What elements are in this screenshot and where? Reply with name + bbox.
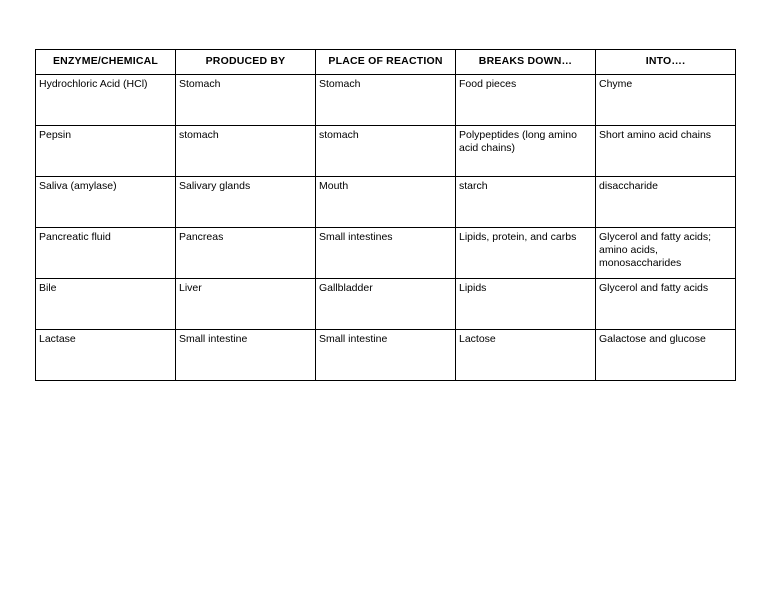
table-row xyxy=(36,228,736,279)
digestive-enzymes-table xyxy=(35,49,736,381)
table-row xyxy=(36,177,736,228)
header-produced-by: PRODUCED BY xyxy=(176,50,316,75)
cell-enzyme: Saliva (amylase) xyxy=(36,177,176,228)
table-header-row xyxy=(36,50,736,75)
cell-breaks-down: Polypeptides (long amino acid chains) xyxy=(456,126,596,177)
cell-breaks-down: Lactose xyxy=(456,330,596,381)
cell-enzyme: Bile xyxy=(36,279,176,330)
table-row xyxy=(36,330,736,381)
header-into: INTO…. xyxy=(596,50,736,75)
cell-place-of-reaction: Gallbladder xyxy=(316,279,456,330)
cell-produced-by: Pancreas xyxy=(176,228,316,279)
cell-produced-by: stomach xyxy=(176,126,316,177)
cell-place-of-reaction: Small intestines xyxy=(316,228,456,279)
cell-produced-by: Small intestine xyxy=(176,330,316,381)
cell-enzyme: Lactase xyxy=(36,330,176,381)
cell-breaks-down: starch xyxy=(456,177,596,228)
cell-place-of-reaction: Stomach xyxy=(316,75,456,126)
cell-into: Galactose and glucose xyxy=(596,330,736,381)
cell-enzyme: Pepsin xyxy=(36,126,176,177)
cell-produced-by: Salivary glands xyxy=(176,177,316,228)
cell-breaks-down: Lipids xyxy=(456,279,596,330)
cell-breaks-down: Food pieces xyxy=(456,75,596,126)
header-place-of-reaction: PLACE OF REACTION xyxy=(316,50,456,75)
header-breaks-down: BREAKS DOWN… xyxy=(456,50,596,75)
cell-into: Glycerol and fatty acids; amino acids, monosaccharides xyxy=(596,228,736,279)
cell-place-of-reaction: Mouth xyxy=(316,177,456,228)
cell-into: Glycerol and fatty acids xyxy=(596,279,736,330)
table-row xyxy=(36,126,736,177)
cell-place-of-reaction: stomach xyxy=(316,126,456,177)
cell-produced-by: Stomach xyxy=(176,75,316,126)
cell-produced-by: Liver xyxy=(176,279,316,330)
cell-enzyme: Pancreatic fluid xyxy=(36,228,176,279)
cell-breaks-down: Lipids, protein, and carbs xyxy=(456,228,596,279)
cell-place-of-reaction: Small intestine xyxy=(316,330,456,381)
table-row xyxy=(36,279,736,330)
cell-into: Short amino acid chains xyxy=(596,126,736,177)
header-enzyme-chemical: ENZYME/CHEMICAL xyxy=(36,50,176,75)
cell-enzyme: Hydrochloric Acid (HCl) xyxy=(36,75,176,126)
table-row xyxy=(36,75,736,126)
cell-into: Chyme xyxy=(596,75,736,126)
cell-into: disaccharide xyxy=(596,177,736,228)
